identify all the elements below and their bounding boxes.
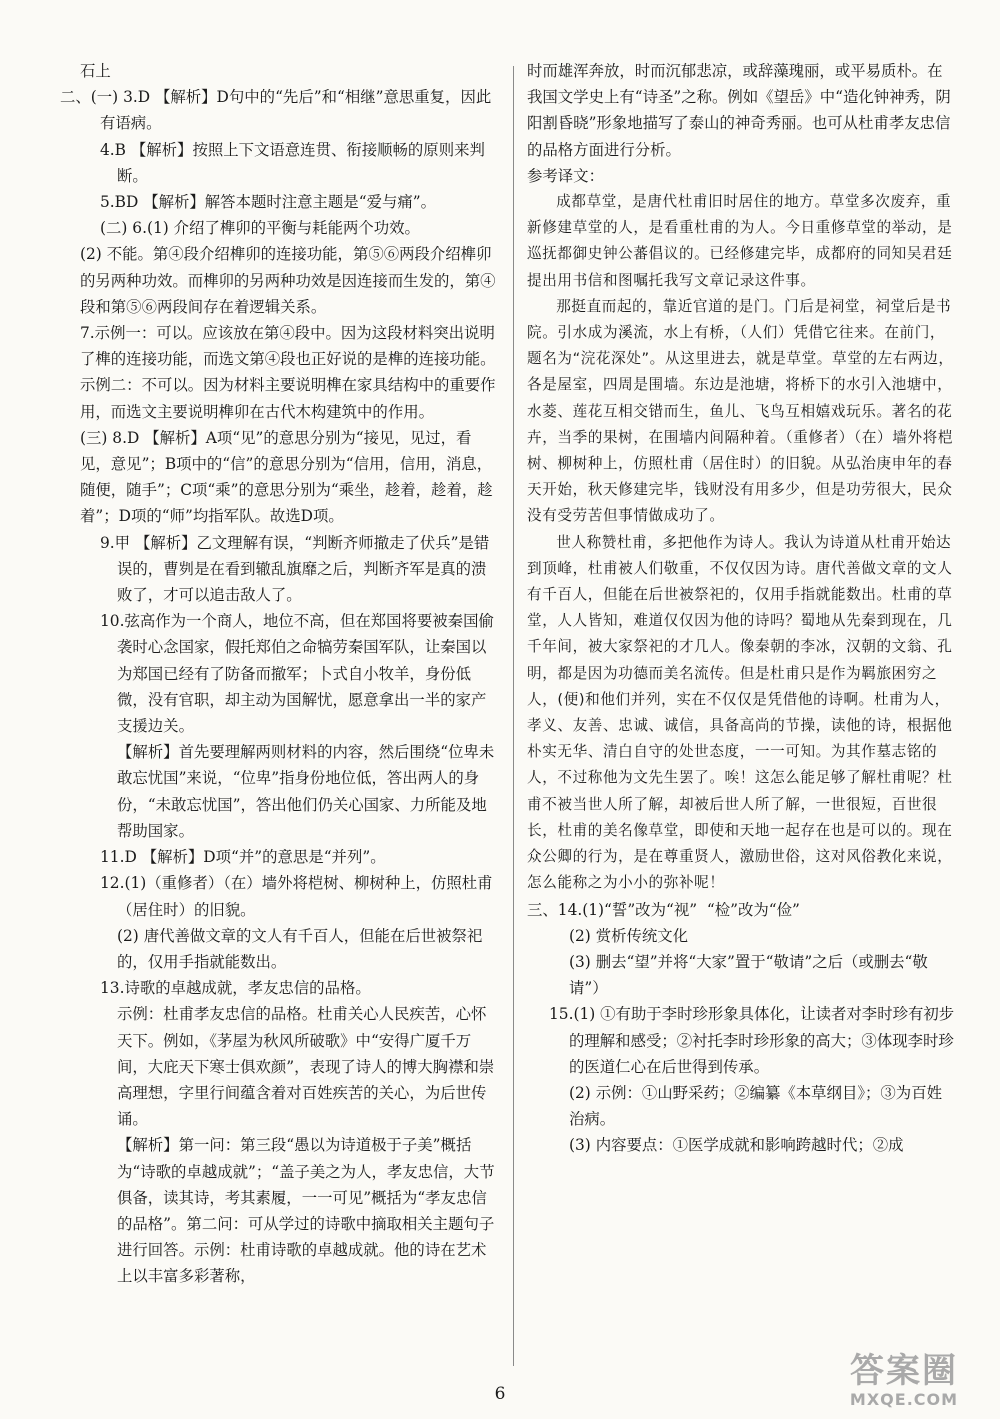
answer-paragraph: 5.BD 【解析】解答本题时注意主题是“爱与痛”。 [100, 193, 436, 212]
answer-paragraph: 15.(1) ①有助于李时珍形象具体化，让读者对李时珍有初步的理解和感受；②衬托李时珍形象的高大；③体现李时珍的医道仁心在后世得到传承。 [549, 1005, 955, 1076]
answer-paragraph: 11.D 【解析】D项“并”的意思是“并列”。 [100, 848, 386, 867]
answer-paragraph: (2) 唐代善做文章的文人有千百人，但能在后世被祭祀的，仅用手指就能数出。 [117, 926, 483, 971]
answer-paragraph: (2) 不能。第④段介绍榫卯的连接功能，第⑤⑥两段介绍榫卯的另两种功效。而榫卯的另两种功效是因连接而生发的，第④段和第⑤⑥两段间存在着逻辑关系。 [80, 245, 496, 316]
answer-paragraph: 示例二：不可以。因为材料主要说明榫在家具结构中的重要作用，而选文主要说明榫卯在古代木构建筑中的作用。 [80, 376, 496, 421]
answer-paragraph: 【解析】首先要理解两则材料的内容，然后围绕“位卑未敢忘忧国”来说，“位卑”指身份地位低，答出两人的身份，“未敢忘忧国”，答出他们仍关心国家、力所能及地帮助国家。 [117, 743, 495, 840]
watermark-logo [816, 1352, 992, 1412]
answer-paragraph: 参考译文： [527, 166, 604, 185]
answer-paragraph: (3) 删去“望”并将“大家”置于“敬请”之后（或删去“敬请”） [569, 952, 928, 998]
answer-paragraph: 10.弦高作为一个商人，地位不高，但在郑国将要被秦国偷袭时心念国家，假托郑伯之命犒劳秦国军队，让秦国以为郑国已经有了防备而撤军；卜式自小牧羊，身份低微，没有官职，却主动为国解忧，愿意拿出一半的家产支援边关。 [100, 612, 494, 736]
left-column [60, 58, 500, 1290]
answer-paragraph: 12.(1)（重修者）（在）墙外将桤树、柳树种上，仿照杜甫（居住时）的旧貌。 [100, 874, 493, 919]
answer-paragraph: 世人称赞杜甫，多把他作为诗人。我认为诗道从杜甫开始达到顶峰，杜甫被人们敬重，不仅仅因为诗。唐代善做文章的文人有千百人，但能在后世被祭祀的，仅用手指就能数出。杜甫的草堂，人人皆知，难道仅仅因为他的诗吗？蜀地从先秦到现在，几千年间，被大家祭祀的才几人。像秦朝的李冰，汉朝的文翁、孔明，都是因为功德而美名流传。但是杜甫只是作为羁旅困穷之人，(便)和他们并列，实在不仅仅是凭借他的诗啊。杜甫为人，孝义、友善、忠诚、诚信，具备高尚的节操，读他的诗，根据他朴实无华、清白自守的处世态度，一一可知。为其作墓志铭的人，不过称他为文先生罢了。唉！这怎么能足够了解杜甫呢？杜甫不被当世人所了解，却被后世人所了解，一世很短，百世很长，杜甫的美名像草堂，即使和天地一起存在也是可以的。现在众公卿的行为，是在尊重贤人，激励世俗，这对风俗教化来说，怎么能称之为小小的弥补呢！ [527, 533, 953, 892]
answer-paragraph: 成都草堂，是唐代杜甫旧时居住的地方。草堂多次废弃，重新修建草堂的人，是看重杜甫的为人。今日重修草堂的举动，是巡抚都御史钟公蕃倡议的。已经修建完毕，成都府的同知吴君廷提出用书信和图嘱托我写文章记录这件事。 [527, 193, 953, 289]
answer-paragraph: 石上 [80, 62, 111, 80]
answer-paragraph: (2) 示例：①山野采药；②编纂《本草纲目》；③为百姓治病。 [569, 1083, 942, 1129]
answer-paragraph: (3) 内容要点：①医学成就和影响跨越时代；②成 [569, 1136, 904, 1155]
answer-paragraph: 【解析】第一问：第三段“愚以为诗道极于子美”概括为“诗歌的卓越成就”；“盖子美之为人，孝友忠信，大节俱备，读其诗，考其素履，一一可见”概括为“孝友忠信的品格”。第二问：可从学过的诗歌中摘取相关主题句子进行回答。示例：杜甫诗歌的卓越成就。他的诗在艺术上以丰富多彩著称， [117, 1136, 495, 1286]
column-divider [513, 66, 514, 1366]
answer-paragraph: 13.诗歌的卓越成就，孝友忠信的品格。 [100, 979, 371, 998]
answer-paragraph: 9.甲 【解析】乙文理解有误，“判断齐师撤走了伏兵”是错误的，曹刿是在看到辙乱旗靡之后，判断齐军是真的溃败了，才可以追击敌人了。 [100, 533, 490, 605]
right-column [527, 58, 957, 1159]
answer-paragraph: 时而雄浑奔放，时而沉郁悲凉，或辞藻瑰丽，或平易质朴。在我国文学史上有“诗圣”之称。例如《望岳》中“造化钟神秀，阴阳割昏晓”形象地描写了泰山的神奇秀丽。也可从杜甫孝友忠信的品格方面进行分析。 [527, 62, 951, 159]
answer-paragraph: 二、(一) 3.D 【解析】D句中的“先后”和“相继”意思重复，因此有语病。 [60, 88, 492, 133]
watermark-url: MXQE.COM [849, 1390, 959, 1409]
watermark-title: 答案圈 [850, 1351, 958, 1391]
answer-paragraph: (二) 6.(1) 介绍了榫卯的平衡与耗能两个功效。 [100, 219, 420, 238]
answer-paragraph: 4.B 【解析】按照上下文语意连贯、衔接顺畅的原则来判断。 [100, 140, 485, 185]
answer-paragraph: (三) 8.D 【解析】A项“见”的意思分别为“接见，见过，看见，意见”；B项中的“信”的意思分别为“信用，信用，消息，随便，随手”；C项“乘”的意思分别为“乘坐，趁着，趁着，趁着”；D项的“师”均指军队。故选D项。 [80, 428, 493, 526]
answer-paragraph: 那挺直而起的，靠近官道的是门。门后是祠堂，祠堂后是书院。引水成为溪流，水上有桥，（人们）凭借它往来。在前门，题名为“浣花深处”。从这里进去，就是草堂。草堂的左右两边，各是屋室，四周是围墙。东边是池塘，将桥下的水引入池塘中，水菱、莲花互相交错而生，鱼儿、飞鸟互相嬉戏玩乐。著名的花卉，当季的果树，在围墙内间隔种着。（重修者）（在）墙外将桤树、柳树种上，仿照杜甫（居住时）的旧貌。从弘治庚申年的春天开始，秋天修建完毕，钱财没有用多少，但是功劳很大，民众没有受劳苦但事情做成功了。 [527, 297, 954, 525]
answer-paragraph: (2) 赏析传统文化 [569, 926, 689, 945]
answer-paragraph: 三、14.(1)“誓”改为“视” “检”改为“俭” [527, 900, 800, 919]
answer-paragraph: 示例：杜甫孝友忠信的品格。杜甫关心人民疾苦，心怀天下。例如，《茅屋为秋风所破歌》中“安得广厦千万间，大庇天下寒士俱欢颜”，表现了诗人的博大胸襟和崇高理想，字里行间蕴含着对百姓疾苦的关心，为后世传诵。 [117, 1005, 495, 1129]
answer-paragraph: 7.示例一：可以。应该放在第④段中。因为这段材料突出说明了榫的连接功能，而选文第④段也正好说的是榫的连接功能。 [80, 324, 496, 369]
page-number: 6 [494, 1384, 506, 1404]
